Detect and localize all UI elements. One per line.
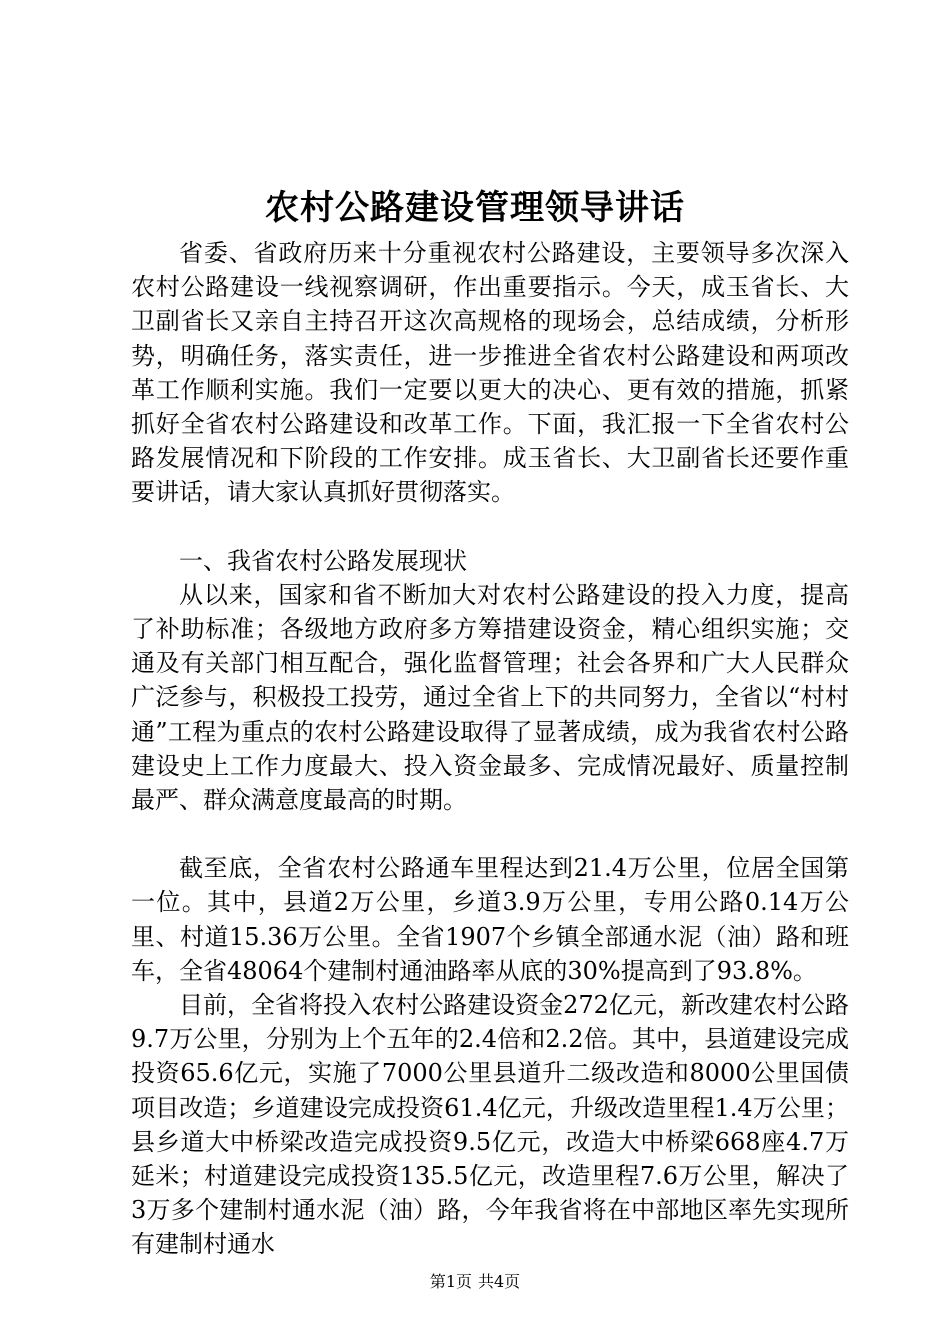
paragraph-development: 从以来，国家和省不断加大对农村公路建设的投入力度，提高了补助标准；各级地方政府多方筹措建设资金，精心组织实施；交通及有关部门相互配合，强化监督管理；社会各界和广大人民群众广泛参与，积极投工投劳，通过全省上下的共同努力，全省以“村村通”工程为重点的农村公路建设取得了显著成绩，成为我省农村公路建设史上工作力度最大、投入资金最多、完成情况最好、质量控制最严、群众满意度最高的时期。 xyxy=(131,580,849,815)
paragraph-statistics: 截至底，全省农村公路通车里程达到21.4万公里，位居全国第一位。其中，县道2万公里，乡道3.9万公里，专用公路0.14万公里、村道15.36万公里。全省1907个乡镇全部通水泥（油）路和班车，全省48064个建制村通油路率从底的30%提高到了93.8%。 xyxy=(131,854,849,985)
paragraph-gap xyxy=(131,510,849,544)
paragraph-gap xyxy=(131,817,849,851)
document-title: 农村公路建设管理领导讲话 xyxy=(265,188,685,228)
page-total: 共4页 xyxy=(478,1272,521,1291)
page-number: 第1页 xyxy=(429,1272,472,1291)
section-heading: 一、我省农村公路发展现状 xyxy=(179,546,467,575)
document-body xyxy=(131,236,849,1262)
paragraph-intro: 省委、省政府历来十分重视农村公路建设，主要领导多次深入农村公路建设一线视察调研，作出重要指示。今天，成玉省长、大卫副省长又亲自主持召开这次高规格的现场会，总结成绩，分析形势，明确任务，落实责任，进一步推进全省农村公路建设和两项改革工作顺利实施。我们一定要以更大的决心、更有效的措施，抓紧抓好全省农村公路建设和改革工作。下面，我汇报一下全省农村公路发展情况和下阶段的工作安排。成玉省长、大卫副省长还要作重要讲话，请大家认真抓好贯彻落实。 xyxy=(131,239,849,507)
page-footer xyxy=(0,1271,950,1293)
paragraph-investment: 目前，全省将投入农村公路建设资金272亿元，新改建农村公路9.7万公里，分别为上个五年的2.4倍和2.2倍。其中，县道建设完成投资65.6亿元，实施了7000公里县道升二级改造和8000公里国债项目改造；乡道建设完成投资61.4亿元，升级改造里程1.4万公里；县乡道大中桥梁改造完成投资9.5亿元，改造大中桥梁668座4.7万延米；村道建设完成投资135.5亿元，改造里程7.6万公里，解决了3万多个建制村通水泥（油）路，今年我省将在中部地区率先实现所有建制村通水 xyxy=(131,991,849,1259)
